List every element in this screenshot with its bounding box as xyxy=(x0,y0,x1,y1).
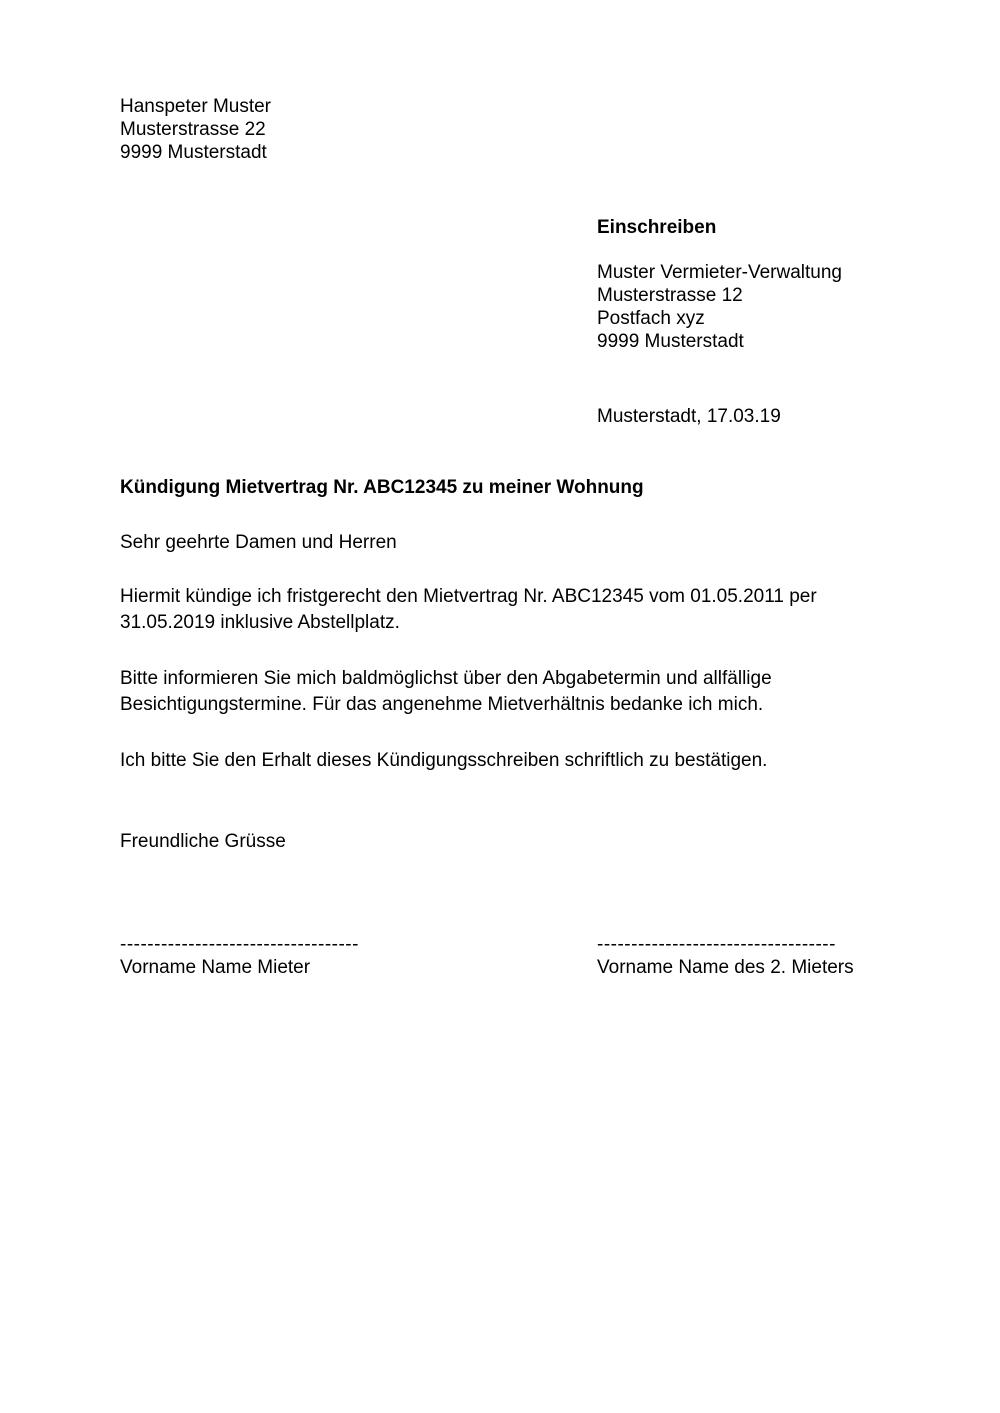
subject-line: Kündigung Mietvertrag Nr. ABC12345 zu meiner Wohnung xyxy=(120,477,644,498)
signature-label-left: Vorname Name Mieter xyxy=(120,957,311,978)
signature-left-column xyxy=(120,933,597,979)
signature-line-left: ----------------------------------- xyxy=(120,934,359,955)
body-paragraph-2: Bitte informieren Sie mich baldmöglichst über den Abgabetermin und allfällige Besichtigungstermine. Für das angenehme Mietverhältnis bedanke ich mich. xyxy=(120,668,772,715)
body-paragraph-1: Hiermit kündige ich fristgerecht den Mietvertrag Nr. ABC12345 vom 01.05.2011 per 31.05.2019 inklusive Abstellplatz. xyxy=(120,586,817,633)
recipient-name: Muster Vermieter-Verwaltung xyxy=(597,262,842,283)
recipient-city: 9999 Musterstadt xyxy=(597,331,744,352)
sender-city: 9999 Musterstadt xyxy=(120,142,267,163)
signature-line-right: ----------------------------------- xyxy=(597,934,836,955)
recipient-street: Musterstrasse 12 xyxy=(597,285,743,306)
body-paragraph-3: Ich bitte Sie den Erhalt dieses Kündigungsschreiben schriftlich zu bestätigen. xyxy=(120,750,768,771)
signature-label-right: Vorname Name des 2. Mieters xyxy=(597,957,854,978)
signature-row xyxy=(120,933,880,979)
salutation: Sehr geehrte Damen und Herren xyxy=(120,532,397,553)
closing-phrase: Freundliche Grüsse xyxy=(120,831,286,852)
recipient-address-block xyxy=(597,216,880,353)
date-line: Musterstadt, 17.03.19 xyxy=(597,406,781,427)
sender-name: Hanspeter Muster xyxy=(120,96,272,117)
delivery-method-label: Einschreiben xyxy=(597,217,717,238)
recipient-pobox: Postfach xyz xyxy=(597,308,705,329)
signature-right-column xyxy=(597,933,1000,979)
sender-address-block xyxy=(120,95,880,164)
sender-street: Musterstrasse 22 xyxy=(120,119,266,140)
